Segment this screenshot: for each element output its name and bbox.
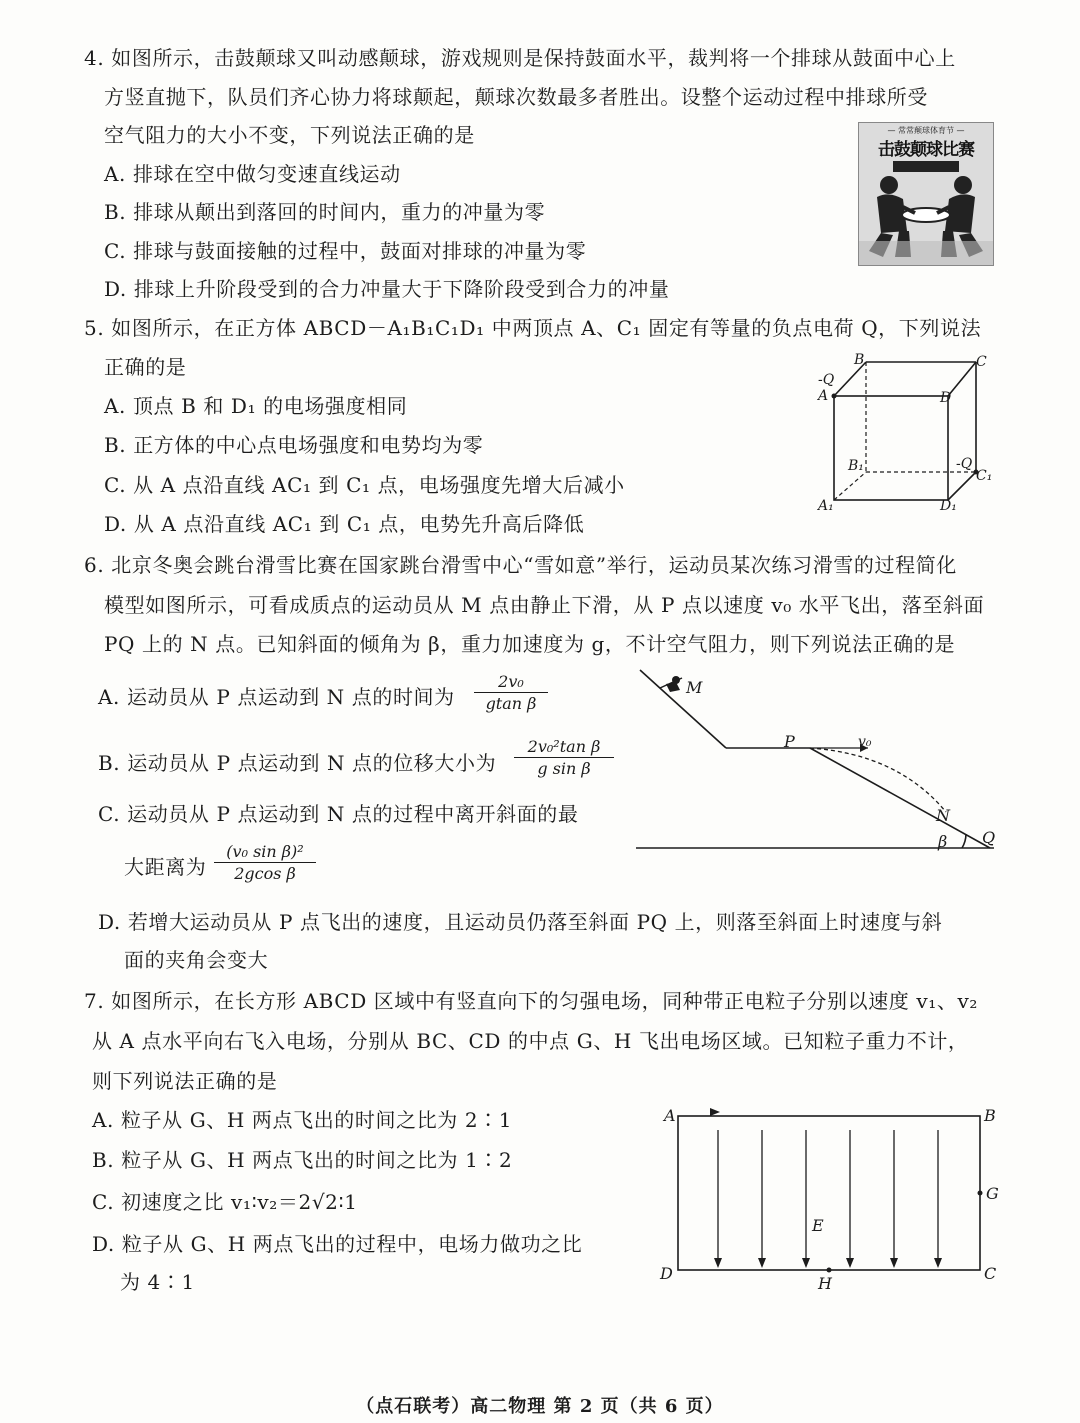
q5-stem-line2: 正确的是 <box>104 355 187 379</box>
q7-option-c: C. 初速度之比 v₁∶v₂＝2√2∶1 <box>92 1190 358 1214</box>
cube-label-d1: D₁ <box>940 498 957 514</box>
q6-stem-line2: 模型如图所示，可看成质点的运动员从 M 点由静止下滑，从 P 点以速度 v₀ 水平飞出，落至斜面 <box>104 593 985 617</box>
q6-option-c-fraction <box>214 842 316 883</box>
page-footer: （点石联考）高二物理 第 2 页（共 6 页） <box>356 1396 724 1417</box>
q6-option-d-line1: D. 若增大运动员从 P 点飞出的速度，且运动员仍落至斜面 PQ 上，则落至斜面上时速度与斜 <box>98 910 943 934</box>
ski-jump-diagram <box>630 668 1010 864</box>
q7-stem-line2: 从 A 点水平向右飞入电场，分别从 BC、CD 的中点 G、H 飞出电场区域。已知粒子重力不计， <box>92 1029 969 1053</box>
q5-stem-line1: 5. 如图所示，在正方体 ABCD－A₁B₁C₁D₁ 中两顶点 A、C₁ 固定有等量的负点电荷 Q，下列说法 <box>84 316 982 340</box>
cube-label-a1: A₁ <box>818 498 834 514</box>
q6-a-denominator: gtan β <box>485 694 537 713</box>
field-label-g: G <box>986 1184 999 1203</box>
field-lines <box>718 1130 938 1264</box>
q7-option-d-line2: 为 4∶1 <box>120 1270 195 1294</box>
q4-option-d: D. 排球上升阶段受到的合力冲量大于下降阶段受到合力的冲量 <box>104 277 670 301</box>
field-label-d: D <box>660 1264 673 1283</box>
field-label-b: B <box>984 1106 996 1125</box>
q5-option-b: B. 正方体的中心点电场强度和电势均为零 <box>104 433 484 457</box>
q6-option-b-fraction <box>514 737 614 778</box>
ski-label-n: N <box>936 806 950 825</box>
q4-option-c: C. 排球与鼓面接触的过程中，鼓面对排球的冲量为零 <box>104 239 587 263</box>
q6-c-numerator: (v₀ sin β)² <box>226 842 304 861</box>
q7-option-a: A. 粒子从 G、H 两点飞出的时间之比为 2∶1 <box>92 1108 513 1132</box>
photo-caption-top: — 常常颠球体育节 — <box>887 126 965 135</box>
q4-stem-line2: 方竖直抛下，队员们齐心协力将球颠起，颠球次数最多者胜出。设整个运动过程中排球所受 <box>104 85 928 109</box>
cube-label-d: D <box>940 390 952 406</box>
field-label-e: E <box>812 1216 824 1235</box>
q7-stem-line1: 7. 如图所示，在长方形 ABCD 区域中有竖直向下的匀强电场，同种带正电粒子分别以速度 v₁、v₂ <box>84 989 978 1013</box>
cube-label-b1: B₁ <box>848 458 864 474</box>
q4-option-b: B. 排球从颠出到落回的时间内，重力的冲量为零 <box>104 200 546 224</box>
photo-figures <box>859 123 993 265</box>
q6-option-c-line1: C. 运动员从 P 点运动到 N 点的过程中离开斜面的最 <box>98 802 579 826</box>
q5-option-a: A. 顶点 B 和 D₁ 的电场强度相同 <box>104 394 408 418</box>
q6-c-denominator: 2gcos β <box>234 864 296 883</box>
field-label-c: C <box>984 1264 997 1283</box>
q6-option-a: A. 运动员从 P 点运动到 N 点的时间为 <box>98 685 455 709</box>
cube-label-c: C <box>976 354 987 370</box>
field-label-h: H <box>818 1274 832 1293</box>
skier-icon <box>660 676 682 692</box>
q6-option-a-fraction <box>474 672 548 713</box>
ski-label-m: M <box>686 678 703 697</box>
cube-label-a: A <box>818 388 829 404</box>
q4-stem-line1: 4. 如图所示，击鼓颠球又叫动感颠球，游戏规则是保持鼓面水平，裁判将一个排球从鼓面中心上 <box>84 46 956 70</box>
cube-label-b: B <box>854 352 865 368</box>
photo-title: 击鼓颠球比赛 <box>878 140 974 160</box>
q6-b-numerator: 2v₀²tan β <box>527 737 601 756</box>
q6-stem-line3: PQ 上的 N 点。已知斜面的倾角为 β，重力加速度为 g，不计空气阻力，则下列说法正确的是 <box>104 632 956 656</box>
field-label-a: A <box>664 1106 676 1125</box>
q7-option-d-line1: D. 粒子从 G、H 两点飞出的过程中，电场力做功之比 <box>92 1232 583 1256</box>
q4-option-a: A. 排球在空中做匀变速直线运动 <box>104 162 401 186</box>
ski-label-beta: β <box>938 832 948 851</box>
q7-stem-line3: 则下列说法正确的是 <box>92 1069 278 1093</box>
cube-label-c1: C₁ <box>976 468 993 484</box>
q6-a-numerator: 2v₀ <box>498 672 524 691</box>
ski-label-p: P <box>784 732 795 751</box>
ski-label-q: Q <box>982 828 996 847</box>
q6-option-c-line2: 大距离为 <box>124 855 207 879</box>
q6-b-denominator: g sin β <box>537 759 591 778</box>
q5-option-d: D. 从 A 点沿直线 AC₁ 到 C₁ 点，电势先升高后降低 <box>104 512 585 536</box>
ski-label-v0: v₀ <box>858 734 872 750</box>
q4-stem-line3: 空气阻力的大小不变，下列说法正确的是 <box>104 123 475 147</box>
field-diagram <box>660 1100 1000 1300</box>
cube-label-q2: -Q <box>956 456 973 472</box>
q5-option-c: C. 从 A 点沿直线 AC₁ 到 C₁ 点，电场强度先增大后减小 <box>104 473 625 497</box>
cube-diagram <box>810 348 1010 520</box>
q6-option-b: B. 运动员从 P 点运动到 N 点的位移大小为 <box>98 751 497 775</box>
q6-stem-line1: 6. 北京冬奥会跳台滑雪比赛在国家跳台滑雪中心“雪如意”举行，运动员某次练习滑雪的过程简化 <box>84 553 957 577</box>
q7-option-b: B. 粒子从 G、H 两点飞出的时间之比为 1∶2 <box>92 1148 513 1172</box>
q6-option-d-line2: 面的夹角会变大 <box>124 948 269 972</box>
cube-label-q1: -Q <box>818 372 835 388</box>
drum-game-photo <box>858 122 994 266</box>
